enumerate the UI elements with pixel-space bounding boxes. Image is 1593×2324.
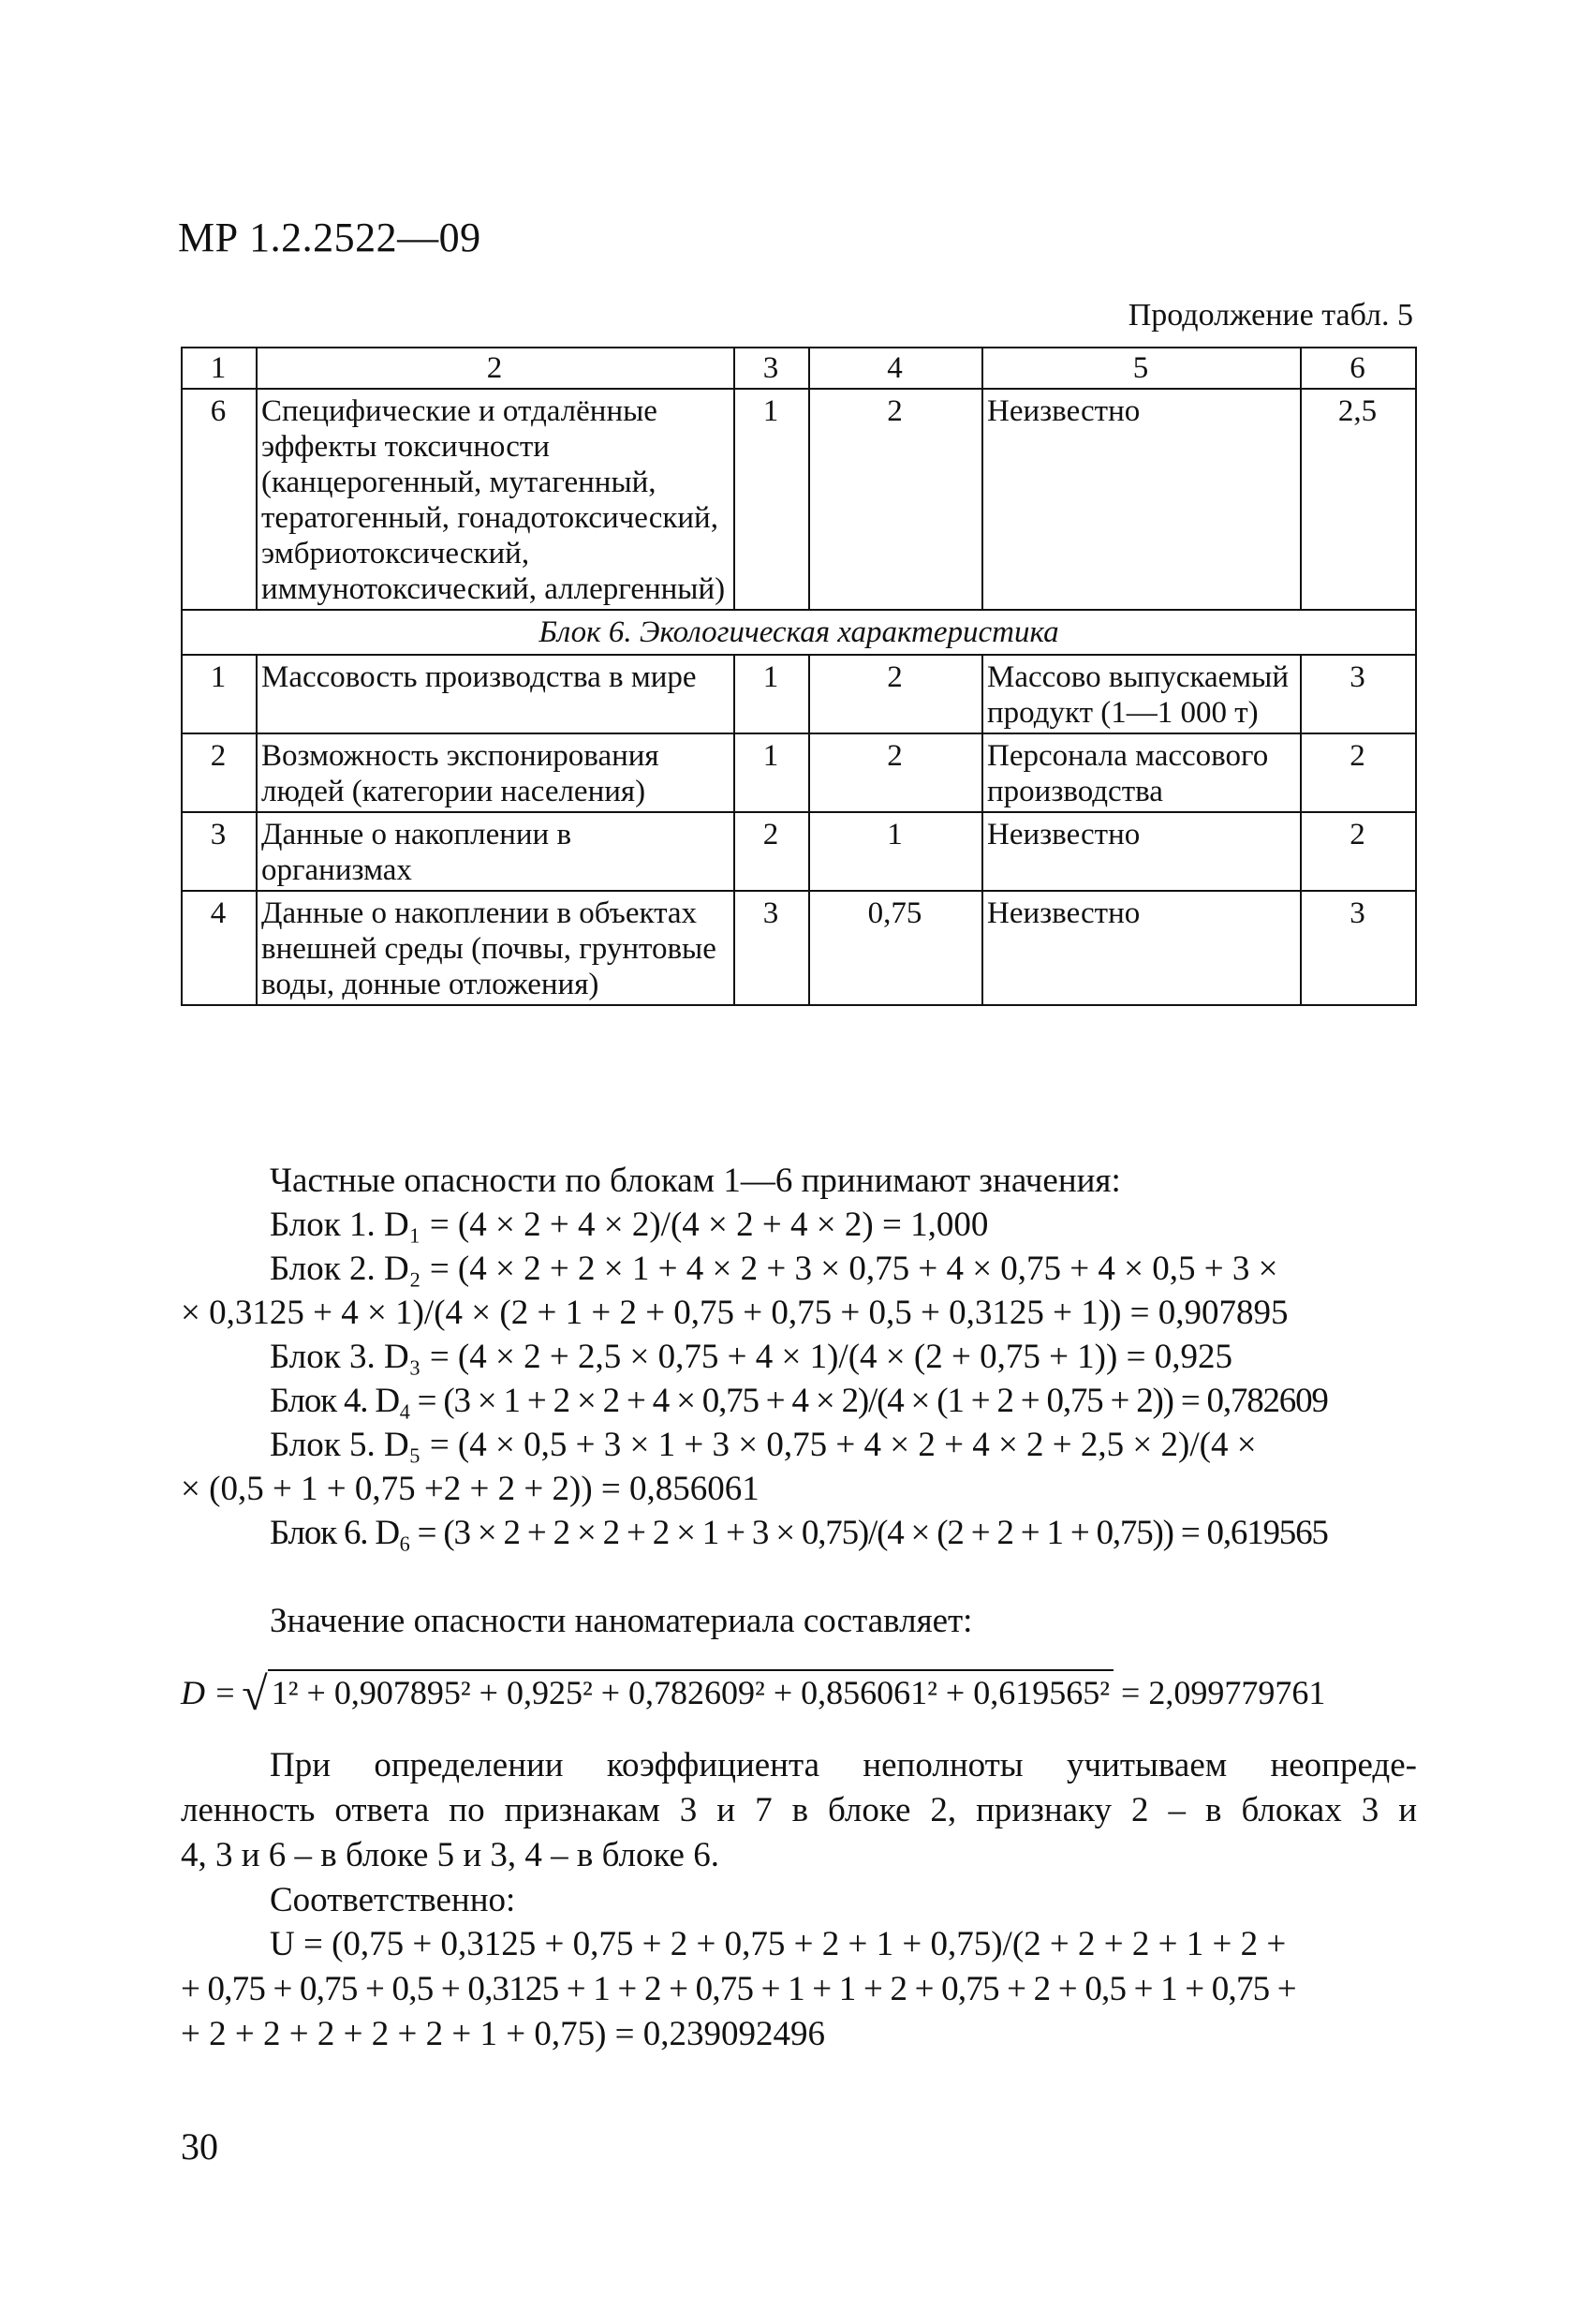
paragraph-line: ленность ответа по признакам 3 и 7 в блоке 2, признаку 2 – в блоках 3 и	[181, 1791, 1417, 1829]
paragraph-line: 4, 3 и 6 – в блоке 5 и 3, 4 – в блоке 6.	[181, 1836, 719, 1874]
cell-weight: 1	[734, 733, 809, 812]
formula-block-5-line1: Блок 5. D₅ = (4 × 0,5 + 3 × 1 + 3 × 0,75 + 4 × 2 + 4 × 2 + 2,5 × 2)/(4 ×	[270, 1426, 1257, 1464]
cell-indicator: Данные о накоплении в организмах	[257, 812, 734, 891]
cell-score: 3	[1301, 655, 1416, 733]
cell-score: 2,5	[1301, 389, 1416, 610]
formula-block-3: Блок 3. D₃ = (4 × 2 + 2,5 × 0,75 + 4 × 1)/(4 × (2 + 0,75 + 1)) = 0,925	[270, 1338, 1232, 1376]
formula-u-line2: + 0,75 + 0,75 + 0,5 + 0,3125 + 1 + 2 + 0,75 + 1 + 1 + 2 + 0,75 + 2 + 0,5 + 1 + 0,75 +	[181, 1970, 1296, 2008]
cell-weight: 1	[734, 389, 809, 610]
cell-answer: Неизвестно	[982, 891, 1301, 1005]
cell-coefficient: 0,75	[809, 891, 982, 1005]
block-title-row	[182, 610, 1416, 655]
page-number: 30	[181, 2125, 218, 2168]
hazard-formula	[181, 1667, 1326, 1720]
paragraph-line: При определении коэффициента неполноты учитываем неопреде-	[270, 1746, 1417, 1784]
col-header: 1	[182, 348, 257, 389]
col-header: 6	[1301, 348, 1416, 389]
formula-block-5-line2: × (0,5 + 1 + 0,75 +2 + 2 + 2)) = 0,856061	[181, 1470, 760, 1508]
cell-answer: Персонала массового производства	[982, 733, 1301, 812]
hazard-intro: Значение опасности наноматериала составляет:	[270, 1602, 973, 1640]
cell-coefficient: 2	[809, 655, 982, 733]
cell-weight: 2	[734, 812, 809, 891]
cell-indicator: Специфические и отдалённые эффекты токсичности (канцерогенный, мутагенный, тератогенный, гонадотоксический, эмбриотоксический, иммунотоксический, аллергенный)	[257, 389, 734, 610]
sqrt-icon: √	[242, 1667, 268, 1720]
cell-answer: Неизвестно	[982, 812, 1301, 891]
cell-number: 2	[182, 733, 257, 812]
cell-score: 2	[1301, 812, 1416, 891]
cell-indicator: Массовость производства в мире	[257, 655, 734, 733]
cell-coefficient: 2	[809, 389, 982, 610]
table-row	[182, 733, 1416, 812]
partial-hazards-intro: Частные опасности по блокам 1—6 принимают значения:	[270, 1162, 1121, 1200]
formula-result: = 2,099779761	[1121, 1674, 1326, 1711]
cell-indicator: Данные о накоплении в объектах внешней среды (почвы, грунтовые воды, донные отложения)	[257, 891, 734, 1005]
accordingly-label: Соответственно:	[270, 1881, 516, 1919]
formula-u-line3: + 2 + 2 + 2 + 2 + 2 + 1 + 0,75) = 0,239092496	[181, 2015, 826, 2053]
formula-block-2-line2: × 0,3125 + 4 × 1)/(4 × (2 + 1 + 2 + 0,75 + 0,75 + 0,5 + 0,3125 + 1)) = 0,907895	[181, 1294, 1289, 1332]
hazard-table	[181, 347, 1417, 1006]
formula-block-2-line1: Блок 2. D₂ = (4 × 2 + 2 × 1 + 4 × 2 + 3 × 0,75 + 4 × 0,75 + 4 × 0,5 + 3 ×	[270, 1250, 1278, 1288]
formula-block-1: Блок 1. D₁ = (4 × 2 + 4 × 2)/(4 × 2 + 4 × 2) = 1,000	[270, 1206, 989, 1244]
col-header: 4	[809, 348, 982, 389]
block6-title: Блок 6. Экологическая характеристика	[182, 610, 1416, 655]
col-header: 2	[257, 348, 734, 389]
col-header: 5	[982, 348, 1301, 389]
table-header-row	[182, 348, 1416, 389]
cell-answer: Массово выпускаемый продукт (1—1 000 т)	[982, 655, 1301, 733]
cell-score: 3	[1301, 891, 1416, 1005]
cell-weight: 3	[734, 891, 809, 1005]
table-row	[182, 891, 1416, 1005]
cell-number: 6	[182, 389, 257, 610]
cell-weight: 1	[734, 655, 809, 733]
formula-radicand: 1² + 0,907895² + 0,925² + 0,782609² + 0,856061² + 0,619565²	[268, 1669, 1114, 1712]
cell-number: 3	[182, 812, 257, 891]
formula-block-4: Блок 4. D₄ = (3 × 1 + 2 × 2 + 4 × 0,75 + 4 × 2)/(4 × (1 + 2 + 0,75 + 2)) = 0,782609	[270, 1382, 1328, 1420]
document-code: МР 1.2.2522—09	[178, 215, 481, 260]
formula-lhs: D =	[181, 1674, 237, 1711]
cell-coefficient: 1	[809, 812, 982, 891]
table-row	[182, 655, 1416, 733]
cell-number: 4	[182, 891, 257, 1005]
table-caption: Продолжение табл. 5	[1128, 298, 1413, 333]
table-row	[182, 389, 1416, 610]
cell-coefficient: 2	[809, 733, 982, 812]
cell-answer: Неизвестно	[982, 389, 1301, 610]
cell-score: 2	[1301, 733, 1416, 812]
col-header: 3	[734, 348, 809, 389]
cell-indicator: Возможность экспонирования людей (категории населения)	[257, 733, 734, 812]
cell-number: 1	[182, 655, 257, 733]
formula-u-line1: U = (0,75 + 0,3125 + 0,75 + 2 + 0,75 + 2 + 1 + 0,75)/(2 + 2 + 2 + 1 + 2 +	[270, 1925, 1287, 1963]
formula-block-6: Блок 6. D₆ = (3 × 2 + 2 × 2 + 2 × 1 + 3 × 0,75)/(4 × (2 + 2 + 1 + 0,75)) = 0,619565	[270, 1514, 1328, 1552]
table-row	[182, 812, 1416, 891]
